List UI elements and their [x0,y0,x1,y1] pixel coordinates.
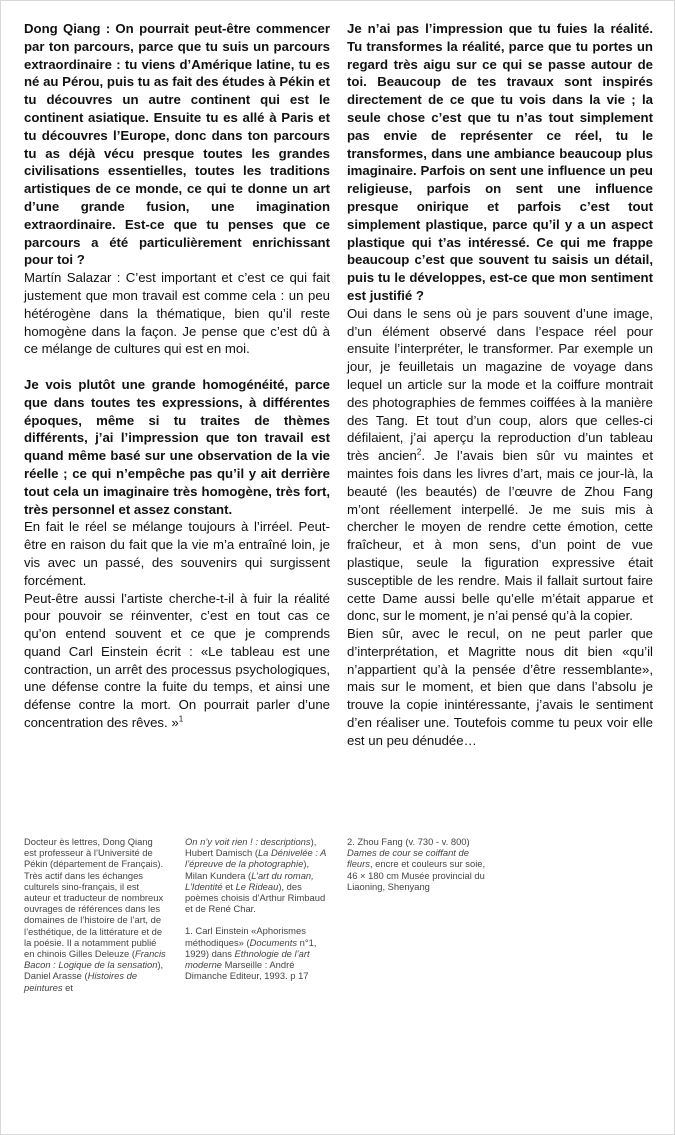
book-title: Ethnologie de l’art moderne [185,947,310,971]
question-text: Je vois plutôt une grande homogénéité, parce que dans toutes tes expressions, à différentes époques, même si tu traites de thèmes différents, j’ai l’impression que ton travail est quand même basé sur une observation de la vie réelle ; ce qui n’empêche pas qu’il y ait derrière tout cela un imaginaire très homogène, très fort, très personnel et assez constant. [24,376,330,517]
artwork-title: Dames de cour se coiffant de fleurs [347,847,469,870]
author-bio [24,836,166,993]
answer-text: Martín Salazar : C’est important et c’est ce qui fait justement que mon travail est comme cela : un peu hétérogène dans la thématique, bien qu’il reste homogène dans la façon. Je pense que c’est dû à ce mélange de cultures qui est en moi. [24,270,330,357]
footnote-ref: 1 [178,714,184,724]
book-title: L’art du roman, L’Identité [185,869,314,892]
question-paragraph [24,20,330,358]
bio-text: ), Milan Kundera ( [185,858,310,881]
question-paragraph [347,20,653,305]
answer-text: Bien sûr, avec le recul, on ne peut parler que d’interprétation, et Magritte nous dit bien «qu’il n’appartient qu’à la pensée d’être ressemblante», mais sur le moment, et bien que dans l’absolu je trouve la copie inintéressante, j’avais le sentiment d’en réaliser une. Toutefois comme tu peux voir elle est un peu dénudée… [347,626,653,748]
answer-paragraph [347,305,653,625]
footnote-text: Marseille : André Dimanche Editeur, 1993. p 17 [185,959,309,982]
book-title: Histoires de peintures [24,970,138,993]
footnote-2 [347,836,487,892]
journal-title: Documents [249,936,298,948]
book-title: Le Rideau [235,880,279,892]
notes-column-middle [185,836,331,981]
bio-text: et [222,880,236,892]
footnote-1 [185,925,331,981]
footnote-text: , encre et couleurs sur soie, 46 × 180 cm Musée provincial du Liaoning, Shenyang [347,858,486,892]
answer-paragraph [347,625,653,750]
answer-text: Peut-être aussi l’artiste cherche-t-il à fuir la réalité pour pouvoir se réinventer, c’est en tout cas ce qu’on entend souvent et ce que je comprends quand Carl Einstein écrit : «Le tableau est une contraction, un arrêt des processus psychologiques, une défense contre la fuite du temps, et ainsi une défense contre la mort. On pourrait parler d’une concentration des rêves. » [24,590,330,731]
footnote-text: n°1, 1929) dans [185,936,317,959]
right-column [347,20,653,750]
bio-text: Docteur ès lettres, Dong Qiang est professeur à l’Université de Pékin (département de Français). Très actif dans les échanges culturels sino-français, il est auteur et traducteur de nombreux ouvrages de références dans les domaines de l’histoire de l’art, de l’esthétique, de la littérature et de la poésie. Il a notamment publié en chinois Gilles Deleuze ( [24,836,164,960]
question-paragraph [24,376,330,590]
footnote-ref: 2 [416,447,422,457]
bio-text: et [62,981,74,993]
question-text: Je n’ai pas l’impression que tu fuies la réalité. Tu transformes la réalité, parce que tu portes un regard très aigu sur ce qui se passe autour de toi. Beaucoup de tes travaux sont inspirés directement de ce que tu vois dans la vie ; la seule chose c’est que tu n’as tout simplement pas envie de représenter ce réel, tu le transformes, dans une ambiance beaucoup plus imaginaire. Parfois on sent une influence un peu religieuse, parfois on sent une influence presque onirique et parfois c’est tout simplement plastique, parce qu’il y a un aspect plastique qui t’as intéressé. Ce qui me frappe beaucoup c’est que souvent tu saisis un détail, puis tu le développes, est-ce que mon sentiment est justifié ? [347,21,653,303]
answer-text: . Je l’avais bien sûr vu maintes et maintes fois dans les livres d’art, mais ce jour-là, la beauté (les beautés) de l’œuvre de Zhou Fang m’ont réellement interpellé. Je me suis mis à chercher le moyen de rendre cette émotion, cette fraîcheur, et à mon sens, d’un point de vue plastique, seule la figuration expressive était susceptible de les rendre. Mais il fallait surtout faire cette Dame aussi belle qu’elle m’était apparue et donc, sur le moment, je n’ai pensé qu’à la copier. [347,448,653,624]
left-column [24,20,330,732]
answer-text: En fait le réel se mélange toujours à l’irréel. Peut-être en raison du fait que la vie m’a entraîné loin, je vis avec un passé, des souvenirs qui surgissent forcément. [24,519,330,588]
answer-paragraph [24,590,330,732]
bio-text: ), Daniel Arasse ( [24,959,164,982]
bio-text: ), Hubert Damisch ( [185,836,317,859]
question-text: Dong Qiang : On pourrait peut-être commencer par ton parcours, parce que tu suis un parcours extraordinaire : tu viens d’Amérique latine, tu es né au Pérou, puis tu as fait des études à Pékin et tu découvres un autre continent qui est le continent asiatique. Ensuite tu es allé à Paris et tu découvres l’Europe, donc dans ton parcours tu as déjà vécu presque toutes les grandes civilisations essentielles, toutes les traditions artistiques de ce monde, ce qui te donne un art d’une grande fusion, une imagination extraordinaire. Est-ce que tu penses que ce parcours a été particulièrement enrichissant pour toi ? [24,21,330,268]
book-title: On n’y voit rien ! : descriptions [185,836,311,847]
bio-text: ), des poèmes choisis d’Arthur Rimbaud et de René Char. [185,880,326,915]
book-title: La Dénivelée : A l’épreuve de la photographie [185,847,327,870]
footnote-text: 1. Carl Einstein «Aphorismes méthodiques» ( [185,925,306,948]
answer-text: Oui dans le sens où je pars souvent d’une image, d’un élément observé dans l’espace réel pour ensuite l’interpréter, le transformer. Par exemple un jour, je feuilletais un magazine de voyage dans lequel un article sur la mode et la coiffure montrait des photographies de femmes coiffées à la manière des Tang. Et tout d’un coup, alors que celles-ci défilaient, j’ai aperçu la reproduction d’un tableau très ancien [347,305,653,464]
author-bio-continued [185,836,331,914]
book-title: Francis Bacon : Logique de la sensation [24,948,166,971]
footnote-text: 2. Zhou Fang (v. 730 - v. 800) [347,836,470,847]
